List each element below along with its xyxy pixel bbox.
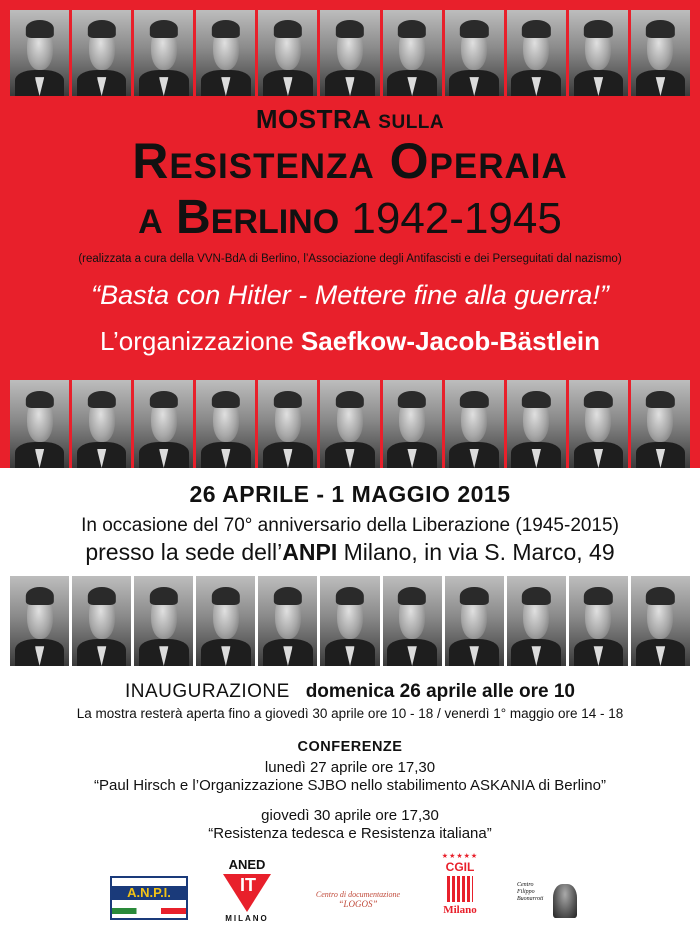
event-venue — [0, 539, 700, 566]
portrait-photo — [72, 10, 131, 96]
opening-hours: La mostra resterà aperta fino a giovedì 30 aprile ore 10 - 18 / venerdì 1° maggio ore 14 - 18 — [76, 706, 624, 721]
exhibition-label — [0, 104, 700, 135]
portrait-photo — [134, 380, 193, 468]
portrait-photo — [507, 10, 566, 96]
centro-line-2: Filippo — [517, 889, 535, 895]
logos-line-1: Centro di documentazione — [315, 890, 401, 899]
portrait-photo — [445, 380, 504, 468]
portrait-row-top — [10, 10, 690, 96]
portrait-photo — [10, 10, 69, 96]
portrait-photo — [196, 576, 255, 666]
venue-suffix: Milano, in via S. Marco, 49 — [337, 539, 615, 565]
portrait-photo — [383, 380, 442, 468]
portrait-photo — [507, 576, 566, 666]
portrait-photo — [258, 380, 317, 468]
logos-documentation-logo — [308, 890, 408, 909]
event-occasion: In occasione del 70° anniversario della Liberazione (1945-2015) — [81, 515, 619, 536]
conference-2-date: giovedì 30 aprile ore 17,30 — [261, 807, 439, 824]
centro-buonarroti-logo — [517, 882, 579, 920]
conference-2-title: “Resistenza tedesca e Resistenza italiana” — [208, 825, 492, 842]
anpi-logo-text: A.N.P.I. — [127, 885, 171, 900]
title-years: 1942-1945 — [351, 194, 562, 243]
portrait-photo — [383, 10, 442, 96]
cgil-emblem-icon — [447, 876, 473, 902]
portrait-row-bottom — [10, 576, 690, 666]
cgil-text: CGIL — [445, 860, 475, 874]
conferences-heading: CONFERENZE — [297, 739, 403, 755]
credit-line: (realizzata a cura della VVN-BdA di Berlino, l’Associazione degli Antifascisti e dei Perseguitati dal nazismo) — [78, 253, 622, 265]
conference-1-date: lunedì 27 aprile ore 17,30 — [264, 759, 436, 776]
aned-logo-city: MILANO — [225, 914, 269, 923]
aned-logo-it: IT — [240, 875, 256, 895]
aned-logo-text: ANED — [228, 857, 266, 872]
centro-text — [517, 882, 543, 903]
portrait-photo — [320, 10, 379, 96]
portrait-photo — [72, 380, 131, 468]
slogan-quote: “Basta con Hitler - Mettere fine alla guerra!” — [91, 280, 609, 310]
portrait-photo — [320, 576, 379, 666]
org-name: Saefkow-Jacob-Bästlein — [300, 326, 601, 356]
title-line-1: Resistenza Operaia — [132, 133, 568, 189]
centro-line-3: Buonarroti — [517, 896, 544, 902]
venue-anpi: ANPI — [282, 539, 338, 565]
portrait-photo — [631, 10, 690, 96]
portrait-photo — [507, 380, 566, 468]
title-city: a Berlino — [138, 191, 340, 244]
title-line-2 — [0, 192, 700, 245]
portrait-photo — [569, 380, 628, 468]
event-dates: 26 APRILE - 1 MAGGIO 2015 — [189, 481, 511, 507]
portrait-photo — [72, 576, 131, 666]
conference-1-title: “Paul Hirsch e l’Organizzazione SJBO nello stabilimento ASKANIA di Berlino” — [94, 777, 606, 794]
portrait-photo — [258, 10, 317, 96]
portrait-row-middle — [10, 380, 690, 468]
portrait-photo — [631, 576, 690, 666]
portrait-photo — [196, 380, 255, 468]
cgil-milano-logo — [438, 852, 482, 918]
portrait-photo — [320, 380, 379, 468]
portrait-photo — [10, 380, 69, 468]
portrait-photo — [445, 576, 504, 666]
inauguration-line — [0, 681, 700, 703]
inauguration-label: INAUGURAZIONE — [124, 681, 290, 702]
portrait-photo — [569, 10, 628, 96]
portrait-photo — [631, 380, 690, 468]
logos-line-2: “LOGOS” — [338, 899, 378, 909]
portrait-photo — [196, 10, 255, 96]
portrait-photo — [569, 576, 628, 666]
sulla-word: SULLA — [378, 112, 445, 133]
portrait-photo — [134, 10, 193, 96]
inauguration-when: domenica 26 aprile alle ore 10 — [305, 681, 575, 702]
portrait-photo — [134, 576, 193, 666]
centro-line-1: Centro — [517, 882, 534, 888]
mostra-word: MOSTRA — [255, 104, 371, 134]
bust-portrait-icon — [553, 884, 577, 918]
portrait-photo — [383, 576, 442, 666]
cgil-city: Milano — [443, 904, 477, 916]
portrait-photo — [258, 576, 317, 666]
venue-prefix: presso la sede dell’ — [85, 539, 283, 565]
org-prefix: L’organizzazione — [99, 326, 294, 356]
anpi-logo — [110, 876, 188, 920]
stars-icon: ★★★★★ — [441, 853, 479, 860]
organization-line — [0, 326, 700, 357]
portrait-photo — [10, 576, 69, 666]
portrait-photo — [445, 10, 504, 96]
